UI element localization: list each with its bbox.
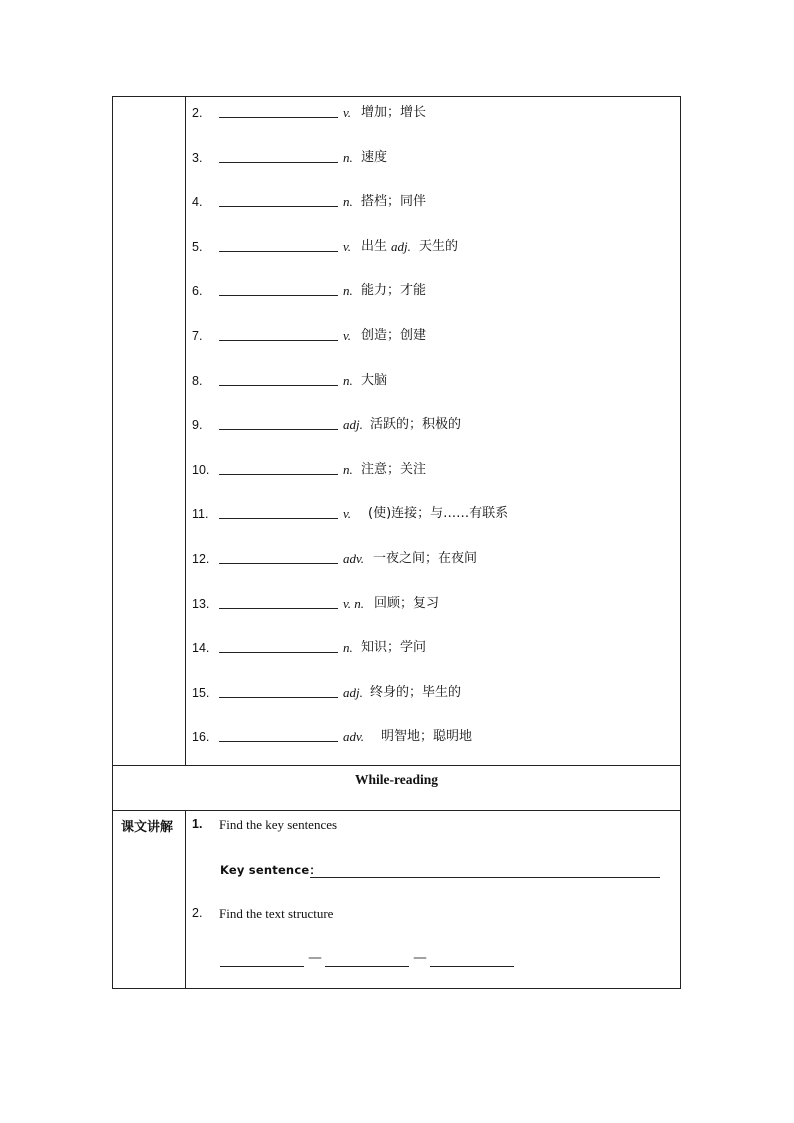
vocab-number: 3. bbox=[192, 150, 203, 165]
key-sentence-label: Key sentence： bbox=[220, 863, 322, 877]
vocab-item bbox=[192, 459, 662, 481]
vocab-number: 16. bbox=[192, 730, 210, 745]
definition: 出生 bbox=[361, 238, 388, 254]
definition: 创造；创建 bbox=[361, 328, 427, 343]
answer-blank[interactable] bbox=[219, 429, 338, 430]
row-divider bbox=[112, 810, 681, 811]
answer-blank[interactable] bbox=[219, 652, 338, 653]
part-of-speech: v. bbox=[343, 506, 352, 522]
worksheet-table bbox=[112, 96, 681, 989]
definition: 速度 bbox=[361, 149, 388, 165]
part-of-speech: adv. bbox=[343, 729, 365, 745]
structure-separator: — bbox=[413, 950, 427, 966]
definition: 搭档；同伴 bbox=[361, 194, 427, 210]
vocab-item bbox=[192, 637, 662, 659]
part-of-speech: adj. bbox=[343, 417, 363, 433]
definition: 大脑 bbox=[361, 372, 388, 388]
part-of-speech: v. n. bbox=[343, 595, 365, 611]
vocab-item bbox=[192, 726, 662, 748]
column-divider-bottom bbox=[185, 810, 186, 989]
answer-blank[interactable] bbox=[219, 474, 338, 475]
part-of-speech: v. bbox=[343, 238, 352, 254]
vocab-number: 5. bbox=[192, 239, 203, 254]
vocab-number: 13. bbox=[192, 596, 210, 611]
vocab-number: 15. bbox=[192, 685, 210, 700]
column-divider-top bbox=[185, 96, 186, 765]
definition: 终身的；毕生的 bbox=[370, 684, 462, 700]
answer-blank[interactable] bbox=[219, 295, 338, 296]
vocab-number: 10. bbox=[192, 462, 210, 477]
answer-blank[interactable] bbox=[219, 608, 338, 609]
vocab-item bbox=[192, 280, 662, 302]
answer-blank[interactable] bbox=[219, 741, 338, 742]
task-text: Find the key sentences bbox=[219, 817, 338, 832]
part-of-speech: adv. bbox=[343, 551, 365, 566]
vocab-item bbox=[192, 325, 662, 347]
part-of-speech: v. bbox=[343, 105, 352, 120]
vocab-item bbox=[192, 236, 662, 258]
key-sentence-blank[interactable] bbox=[310, 877, 660, 878]
vocab-number: 2. bbox=[192, 106, 203, 120]
definition: 活跃的；积极的 bbox=[370, 417, 462, 433]
definition: 天生的 bbox=[419, 238, 459, 254]
vocab-item bbox=[192, 102, 662, 124]
part-of-speech: v. bbox=[343, 328, 352, 343]
definition: 知识；学问 bbox=[361, 640, 427, 656]
vocab-number: 9. bbox=[192, 418, 203, 433]
structure-blank[interactable] bbox=[220, 966, 304, 967]
part-of-speech: n. bbox=[343, 372, 353, 388]
definition: (使)连接；与……有联系 bbox=[368, 506, 509, 522]
vocab-item bbox=[192, 682, 662, 704]
vocab-item bbox=[192, 147, 662, 169]
part-of-speech: adj. bbox=[343, 684, 363, 700]
vocab-number: 8. bbox=[192, 373, 203, 388]
answer-blank[interactable] bbox=[219, 697, 338, 698]
definition: 增加；增长 bbox=[361, 105, 427, 120]
vocab-item bbox=[192, 414, 662, 436]
definition: 明智地；聪明地 bbox=[381, 729, 473, 745]
vocab-item bbox=[192, 503, 662, 525]
task-number: 2. bbox=[192, 906, 203, 920]
answer-blank[interactable] bbox=[219, 518, 338, 519]
answer-blank[interactable] bbox=[219, 162, 338, 163]
answer-blank[interactable] bbox=[219, 251, 338, 252]
vocab-item bbox=[192, 191, 662, 213]
side-label: 课文讲解 bbox=[121, 820, 174, 835]
vocab-number: 11. bbox=[192, 507, 209, 522]
part-of-speech: adj. bbox=[391, 238, 411, 254]
vocab-item bbox=[192, 593, 662, 615]
vocab-item bbox=[192, 370, 662, 392]
task-text: Find the text structure bbox=[219, 906, 334, 921]
answer-blank[interactable] bbox=[219, 206, 338, 207]
task-number: 1. bbox=[192, 817, 203, 831]
part-of-speech: n. bbox=[343, 149, 353, 165]
part-of-speech: n. bbox=[343, 640, 353, 656]
answer-blank[interactable] bbox=[219, 385, 338, 386]
vocab-number: 12. bbox=[192, 552, 210, 566]
section-title: While-reading bbox=[354, 772, 438, 787]
definition: 能力；才能 bbox=[361, 283, 427, 299]
definition: 注意；关注 bbox=[361, 461, 427, 477]
part-of-speech: n. bbox=[343, 194, 353, 210]
definition: 回顾；复习 bbox=[374, 595, 440, 611]
answer-blank[interactable] bbox=[219, 117, 338, 118]
part-of-speech: n. bbox=[343, 461, 353, 477]
part-of-speech: n. bbox=[343, 283, 353, 299]
structure-blank[interactable] bbox=[325, 966, 409, 967]
vocab-number: 4. bbox=[192, 195, 203, 210]
vocab-number: 6. bbox=[192, 284, 203, 299]
vocab-number: 14. bbox=[192, 641, 210, 656]
vocab-item bbox=[192, 548, 662, 570]
structure-blank[interactable] bbox=[430, 966, 514, 967]
answer-blank[interactable] bbox=[219, 563, 338, 564]
vocab-number: 7. bbox=[192, 329, 203, 343]
definition: 一夜之间；在夜间 bbox=[373, 551, 478, 566]
row-divider bbox=[112, 765, 681, 766]
answer-blank[interactable] bbox=[219, 340, 338, 341]
structure-separator: — bbox=[308, 950, 322, 966]
